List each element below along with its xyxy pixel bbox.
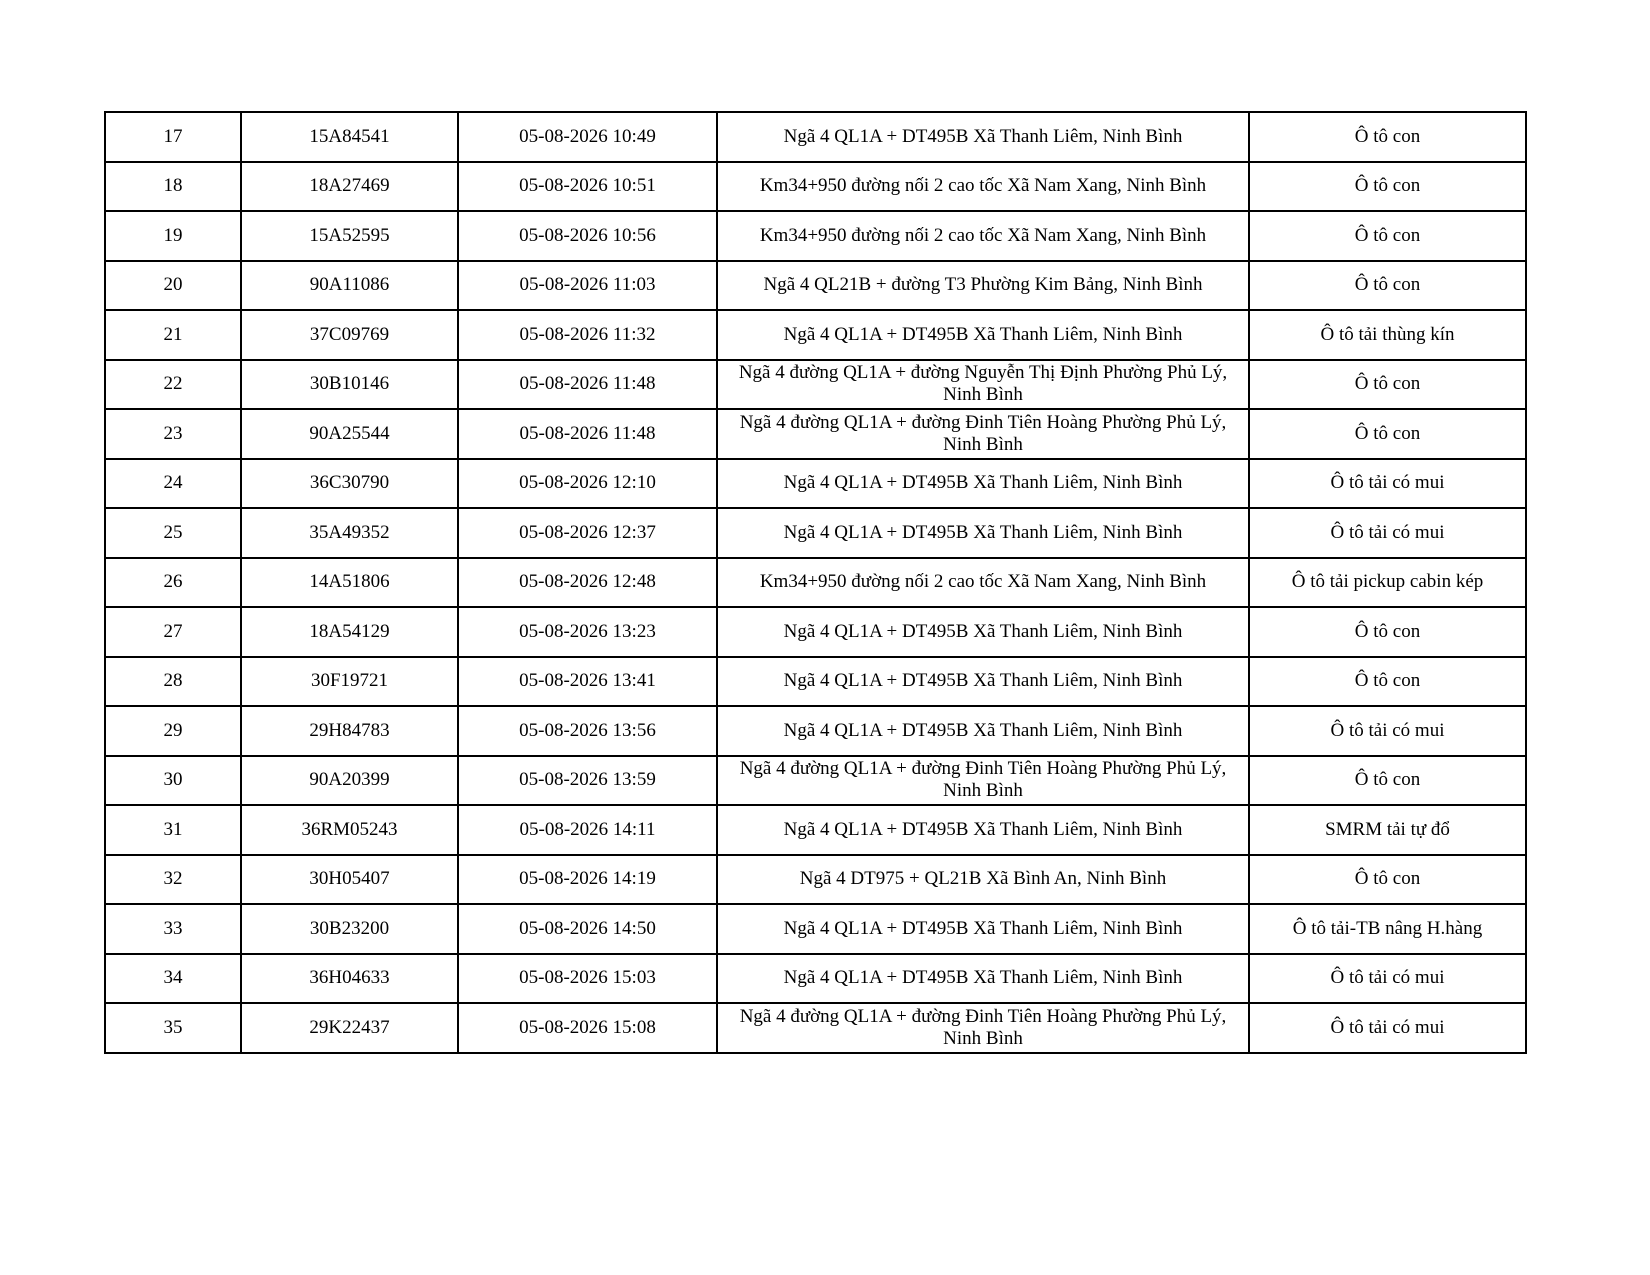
location-cell: Km34+950 đường nối 2 cao tốc Xã Nam Xang, Ninh Bình (717, 558, 1249, 608)
table-row (105, 558, 1526, 608)
license-plate-cell: 15A52595 (241, 211, 458, 261)
row-number-cell: 31 (105, 805, 241, 855)
location-cell: Ngã 4 QL1A + DT495B Xã Thanh Liêm, Ninh Bình (717, 657, 1249, 707)
table-row (105, 310, 1526, 360)
row-number-cell: 23 (105, 409, 241, 459)
row-number-cell: 35 (105, 1003, 241, 1053)
table-row (105, 261, 1526, 311)
vehicle-type-cell: Ô tô tải có mui (1249, 706, 1526, 756)
timestamp-cell: 05-08-2026 15:08 (458, 1003, 717, 1053)
vehicle-type-cell: Ô tô con (1249, 112, 1526, 162)
table-row (105, 508, 1526, 558)
license-plate-cell: 18A27469 (241, 162, 458, 212)
table-row (105, 756, 1526, 806)
license-plate-cell: 29H84783 (241, 706, 458, 756)
location-cell: Ngã 4 QL1A + DT495B Xã Thanh Liêm, Ninh Bình (717, 310, 1249, 360)
row-number-cell: 22 (105, 360, 241, 410)
license-plate-cell: 30F19721 (241, 657, 458, 707)
timestamp-cell: 05-08-2026 14:11 (458, 805, 717, 855)
violations-table (104, 111, 1527, 1054)
timestamp-cell: 05-08-2026 13:56 (458, 706, 717, 756)
vehicle-type-cell: Ô tô con (1249, 360, 1526, 410)
vehicle-type-cell: SMRM tải tự đổ (1249, 805, 1526, 855)
violations-table-body (105, 112, 1526, 1053)
row-number-cell: 32 (105, 855, 241, 905)
location-cell: Ngã 4 QL1A + DT495B Xã Thanh Liêm, Ninh Bình (717, 954, 1249, 1004)
vehicle-type-cell: Ô tô tải có mui (1249, 1003, 1526, 1053)
row-number-cell: 21 (105, 310, 241, 360)
row-number-cell: 19 (105, 211, 241, 261)
license-plate-cell: 37C09769 (241, 310, 458, 360)
row-number-cell: 34 (105, 954, 241, 1004)
table-row (105, 112, 1526, 162)
license-plate-cell: 30H05407 (241, 855, 458, 905)
timestamp-cell: 05-08-2026 13:41 (458, 657, 717, 707)
vehicle-type-cell: Ô tô tải có mui (1249, 459, 1526, 509)
timestamp-cell: 05-08-2026 15:03 (458, 954, 717, 1004)
timestamp-cell: 05-08-2026 14:19 (458, 855, 717, 905)
location-cell: Ngã 4 đường QL1A + đường Đinh Tiên Hoàng Phường Phủ Lý, Ninh Bình (717, 1003, 1249, 1053)
timestamp-cell: 05-08-2026 10:51 (458, 162, 717, 212)
table-row (105, 162, 1526, 212)
vehicle-type-cell: Ô tô con (1249, 657, 1526, 707)
location-cell: Ngã 4 QL1A + DT495B Xã Thanh Liêm, Ninh Bình (717, 112, 1249, 162)
timestamp-cell: 05-08-2026 11:03 (458, 261, 717, 311)
vehicle-type-cell: Ô tô tải thùng kín (1249, 310, 1526, 360)
row-number-cell: 30 (105, 756, 241, 806)
location-cell: Ngã 4 DT975 + QL21B Xã Bình An, Ninh Bình (717, 855, 1249, 905)
vehicle-type-cell: Ô tô tải có mui (1249, 508, 1526, 558)
location-cell: Ngã 4 QL21B + đường T3 Phường Kim Bảng, Ninh Bình (717, 261, 1249, 311)
timestamp-cell: 05-08-2026 11:32 (458, 310, 717, 360)
timestamp-cell: 05-08-2026 12:37 (458, 508, 717, 558)
license-plate-cell: 35A49352 (241, 508, 458, 558)
table-row (105, 805, 1526, 855)
row-number-cell: 33 (105, 904, 241, 954)
vehicle-type-cell: Ô tô con (1249, 162, 1526, 212)
row-number-cell: 20 (105, 261, 241, 311)
license-plate-cell: 36C30790 (241, 459, 458, 509)
location-cell: Ngã 4 đường QL1A + đường Đinh Tiên Hoàng Phường Phủ Lý, Ninh Bình (717, 409, 1249, 459)
location-cell: Ngã 4 QL1A + DT495B Xã Thanh Liêm, Ninh Bình (717, 607, 1249, 657)
timestamp-cell: 05-08-2026 11:48 (458, 360, 717, 410)
row-number-cell: 28 (105, 657, 241, 707)
license-plate-cell: 15A84541 (241, 112, 458, 162)
row-number-cell: 24 (105, 459, 241, 509)
vehicle-type-cell: Ô tô con (1249, 409, 1526, 459)
row-number-cell: 17 (105, 112, 241, 162)
timestamp-cell: 05-08-2026 10:56 (458, 211, 717, 261)
table-row (105, 211, 1526, 261)
row-number-cell: 26 (105, 558, 241, 608)
timestamp-cell: 05-08-2026 13:23 (458, 607, 717, 657)
timestamp-cell: 05-08-2026 10:49 (458, 112, 717, 162)
vehicle-type-cell: Ô tô con (1249, 211, 1526, 261)
location-cell: Ngã 4 đường QL1A + đường Nguyễn Thị Định Phường Phủ Lý, Ninh Bình (717, 360, 1249, 410)
table-row (105, 855, 1526, 905)
vehicle-type-cell: Ô tô tải-TB nâng H.hàng (1249, 904, 1526, 954)
row-number-cell: 29 (105, 706, 241, 756)
license-plate-cell: 90A25544 (241, 409, 458, 459)
location-cell: Ngã 4 QL1A + DT495B Xã Thanh Liêm, Ninh Bình (717, 508, 1249, 558)
vehicle-type-cell: Ô tô con (1249, 261, 1526, 311)
license-plate-cell: 18A54129 (241, 607, 458, 657)
location-cell: Ngã 4 QL1A + DT495B Xã Thanh Liêm, Ninh Bình (717, 904, 1249, 954)
table-row (105, 1003, 1526, 1053)
vehicle-type-cell: Ô tô con (1249, 607, 1526, 657)
license-plate-cell: 36H04633 (241, 954, 458, 1004)
row-number-cell: 25 (105, 508, 241, 558)
table-row (105, 459, 1526, 509)
table-row (105, 706, 1526, 756)
license-plate-cell: 90A20399 (241, 756, 458, 806)
timestamp-cell: 05-08-2026 13:59 (458, 756, 717, 806)
license-plate-cell: 36RM05243 (241, 805, 458, 855)
row-number-cell: 27 (105, 607, 241, 657)
vehicle-type-cell: Ô tô tải có mui (1249, 954, 1526, 1004)
license-plate-cell: 30B23200 (241, 904, 458, 954)
timestamp-cell: 05-08-2026 14:50 (458, 904, 717, 954)
location-cell: Km34+950 đường nối 2 cao tốc Xã Nam Xang, Ninh Bình (717, 162, 1249, 212)
table-row (105, 904, 1526, 954)
vehicle-type-cell: Ô tô con (1249, 756, 1526, 806)
location-cell: Ngã 4 QL1A + DT495B Xã Thanh Liêm, Ninh Bình (717, 459, 1249, 509)
table-row (105, 360, 1526, 410)
table-row (105, 954, 1526, 1004)
location-cell: Km34+950 đường nối 2 cao tốc Xã Nam Xang, Ninh Bình (717, 211, 1249, 261)
table-row (105, 657, 1526, 707)
timestamp-cell: 05-08-2026 12:48 (458, 558, 717, 608)
table-row (105, 409, 1526, 459)
vehicle-type-cell: Ô tô tải pickup cabin kép (1249, 558, 1526, 608)
location-cell: Ngã 4 QL1A + DT495B Xã Thanh Liêm, Ninh Bình (717, 706, 1249, 756)
table-row (105, 607, 1526, 657)
location-cell: Ngã 4 đường QL1A + đường Đinh Tiên Hoàng Phường Phủ Lý, Ninh Bình (717, 756, 1249, 806)
license-plate-cell: 14A51806 (241, 558, 458, 608)
timestamp-cell: 05-08-2026 11:48 (458, 409, 717, 459)
timestamp-cell: 05-08-2026 12:10 (458, 459, 717, 509)
vehicle-type-cell: Ô tô con (1249, 855, 1526, 905)
license-plate-cell: 30B10146 (241, 360, 458, 410)
license-plate-cell: 29K22437 (241, 1003, 458, 1053)
license-plate-cell: 90A11086 (241, 261, 458, 311)
location-cell: Ngã 4 QL1A + DT495B Xã Thanh Liêm, Ninh Bình (717, 805, 1249, 855)
row-number-cell: 18 (105, 162, 241, 212)
